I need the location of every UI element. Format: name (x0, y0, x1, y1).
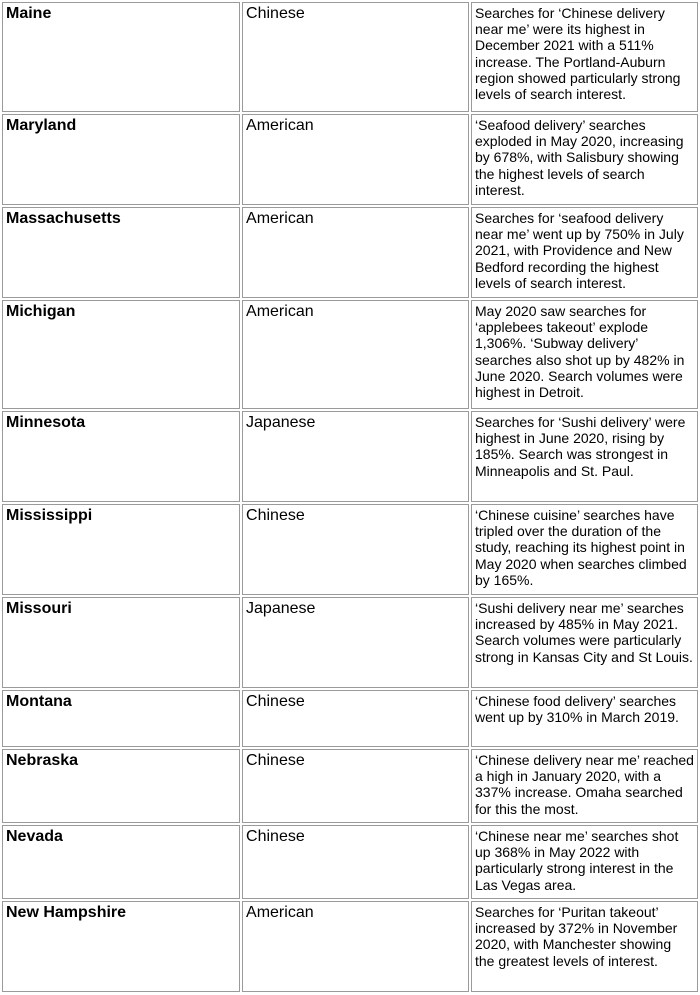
description-cell: ‘Chinese near me’ searches shot up 368% in May 2022 with particularly strong interest in the Las Vegas area. (471, 825, 698, 899)
table-row (2, 114, 698, 205)
table-row (2, 825, 698, 899)
table-row (2, 300, 698, 409)
cuisine-cell: American (242, 207, 469, 298)
cuisine-cell: Japanese (242, 597, 469, 688)
cuisine-cell: American (242, 901, 469, 992)
table-row (2, 2, 698, 112)
state-cell: Nevada (2, 825, 240, 899)
table-row (2, 504, 698, 595)
table-row (2, 411, 698, 502)
description-cell: ‘Chinese delivery near me’ reached a high in January 2020, with a 337% increase. Omaha searched for this the most. (471, 749, 698, 823)
description-cell: ‘Chinese food delivery’ searches went up by 310% in March 2019. (471, 690, 698, 747)
state-cell: Montana (2, 690, 240, 747)
state-cell: Maryland (2, 114, 240, 205)
cuisine-cell: Chinese (242, 749, 469, 823)
table-row (2, 597, 698, 688)
description-cell: Searches for ‘Puritan takeout’ increased by 372% in November 2020, with Manchester showing the greatest levels of interest. (471, 901, 698, 992)
cuisine-cell: Chinese (242, 825, 469, 899)
cuisine-cell: Chinese (242, 690, 469, 747)
state-cell: Missouri (2, 597, 240, 688)
table-row (2, 749, 698, 823)
cuisine-cell: Chinese (242, 2, 469, 112)
cuisine-cell: American (242, 300, 469, 409)
description-cell: ‘Sushi delivery near me’ searches increased by 485% in May 2021. Search volumes were particularly strong in Kansas City and St Louis. (471, 597, 698, 688)
state-cell: Michigan (2, 300, 240, 409)
description-cell: ‘Seafood delivery’ searches exploded in May 2020, increasing by 678%, with Salisbury showing the highest levels of search interest. (471, 114, 698, 205)
table-row (2, 901, 698, 992)
state-cell: Mississippi (2, 504, 240, 595)
table-row (2, 690, 698, 747)
state-cell: Maine (2, 2, 240, 112)
state-cell: Nebraska (2, 749, 240, 823)
table-row (2, 207, 698, 298)
description-cell: Searches for ‘Sushi delivery’ were highest in June 2020, rising by 185%. Search was strongest in Minneapolis and St. Paul. (471, 411, 698, 502)
cuisine-cell: American (242, 114, 469, 205)
cuisine-cell: Japanese (242, 411, 469, 502)
description-cell: Searches for ‘Chinese delivery near me’ were its highest in December 2021 with a 511% increase. The Portland-Auburn region showed particularly strong levels of search interest. (471, 2, 698, 112)
description-cell: Searches for ‘seafood delivery near me’ went up by 750% in July 2021, with Providence and New Bedford recording the highest levels of search interest. (471, 207, 698, 298)
state-cell: New Hampshire (2, 901, 240, 992)
description-cell: May 2020 saw searches for ‘applebees takeout’ explode 1,306%. ‘Subway delivery’ searches also shot up by 482% in June 2020. Search volumes were highest in Detroit. (471, 300, 698, 409)
cuisine-cell: Chinese (242, 504, 469, 595)
description-cell: ‘Chinese cuisine’ searches have tripled over the duration of the study, reaching its highest point in May 2020 when searches climbed by 165%. (471, 504, 698, 595)
state-cell: Massachusetts (2, 207, 240, 298)
state-cell: Minnesota (2, 411, 240, 502)
